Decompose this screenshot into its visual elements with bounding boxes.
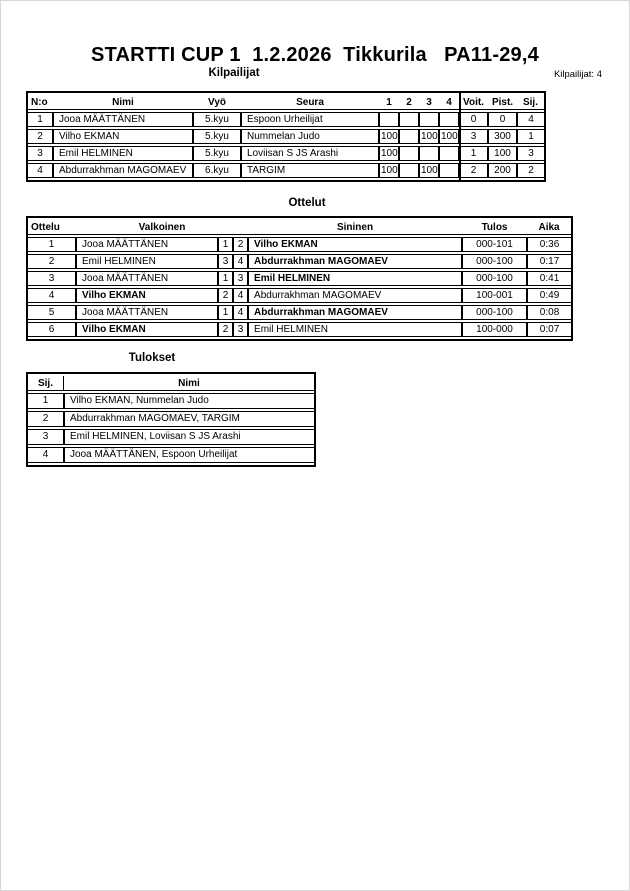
col-header-sij: Sij. (28, 376, 64, 391)
white-player-number-cell: 1 (218, 271, 233, 286)
white-player-cell: Jooa MÄÄTTÄNEN (76, 237, 218, 252)
standing-row (28, 393, 314, 409)
cell-nimi: Emil HELMINEN (53, 146, 193, 161)
tulokset-table (26, 372, 316, 467)
cell-score-3 (419, 112, 439, 127)
blue-player-number-cell: 3 (233, 271, 248, 286)
competitor-count-label: Kilpailijat: 4 (553, 69, 602, 80)
col-header-nimi: Nimi (53, 95, 193, 110)
match-row (28, 322, 571, 337)
cell-voit: 0 (459, 112, 488, 127)
cell-score-1: 100 (381, 165, 398, 176)
standing-row (28, 429, 314, 445)
blue-player-cell: Emil HELMINEN (248, 271, 462, 286)
page-title: STARTTI CUP 1 1.2.2026 Tikkurila PA11-29,4 (91, 44, 539, 66)
standing-row (28, 411, 314, 427)
blue-player-number-cell: 4 (233, 305, 248, 320)
col-header-aika: Aika (527, 220, 571, 235)
cell-match-number: 1 (28, 237, 76, 252)
cell-no: 4 (28, 163, 53, 178)
col-header-nimi: Nimi (64, 376, 314, 391)
cell-score-2 (399, 129, 419, 144)
cell-no: 3 (28, 146, 53, 161)
cell-score-4 (439, 112, 459, 127)
kilpailijat-header-row (28, 95, 544, 110)
cell-nimi: Vilho EKMAN, Nummelan Judo (64, 393, 314, 409)
col-header-no: N:o (28, 95, 53, 110)
cell-score-1: 100 (381, 148, 398, 159)
cell-sij: 4 (517, 112, 544, 127)
cell-score-4 (439, 146, 459, 161)
ottelut-header-row (28, 220, 571, 235)
white-player-number-cell: 3 (218, 254, 233, 269)
cell-sij: 1 (28, 393, 64, 409)
blue-player-cell: Vilho EKMAN (248, 237, 462, 252)
cell-pist: 200 (488, 163, 517, 178)
cell-nimi: Jooa MÄÄTTÄNEN (53, 112, 193, 127)
col-header-vyo: Vyö (193, 95, 241, 110)
match-row (28, 237, 571, 252)
cell-score-3 (419, 146, 439, 161)
cell-aika: 0:49 (527, 288, 571, 303)
competitor-row (28, 146, 544, 161)
cell-aika: 0:08 (527, 305, 571, 320)
cell-score-3: 100 (421, 131, 438, 142)
cell-tulos: 000-100 (462, 271, 527, 286)
col-header-3: 3 (419, 95, 439, 110)
blue-player-number-cell: 3 (233, 322, 248, 337)
cell-nimi: Jooa MÄÄTTÄNEN, Espoon Urheilijat (64, 447, 314, 463)
col-header-ottelu: Ottelu (28, 220, 76, 235)
cell-seura: Loviisan S JS Arashi (241, 146, 379, 161)
cell-tulos: 000-101 (462, 237, 527, 252)
cell-match-number: 4 (28, 288, 76, 303)
cell-pist: 300 (488, 129, 517, 144)
cell-score-2 (399, 163, 419, 178)
cell-score-2 (399, 146, 419, 161)
col-header-sij: Sij. (517, 95, 544, 110)
white-player-cell: Vilho EKMAN (76, 288, 218, 303)
cell-score-1: 100 (381, 131, 398, 142)
cell-no: 1 (28, 112, 53, 127)
competitor-row (28, 129, 544, 144)
col-header-seura: Seura (241, 95, 379, 110)
cell-pist: 100 (488, 146, 517, 161)
tulokset-header-row (28, 376, 314, 391)
cell-voit: 2 (459, 163, 488, 178)
results-block-separator-line (459, 93, 461, 180)
cell-match-number: 2 (28, 254, 76, 269)
cell-seura: Nummelan Judo (241, 129, 379, 144)
tulokset-table-grid (28, 374, 314, 465)
cell-aika: 0:07 (527, 322, 571, 337)
col-header-4: 4 (439, 95, 459, 110)
competitor-row (28, 112, 544, 127)
col-header-pist: Pist. (488, 95, 517, 110)
cell-sij: 2 (28, 411, 64, 427)
match-row (28, 288, 571, 303)
cell-score-4 (439, 163, 459, 178)
col-header-valkoinen: Valkoinen (76, 220, 248, 235)
blue-player-number-cell: 4 (233, 288, 248, 303)
cell-sij: 4 (28, 447, 64, 463)
competitor-row (28, 163, 544, 178)
col-header-1: 1 (379, 95, 399, 110)
white-player-cell: Emil HELMINEN (76, 254, 218, 269)
blue-player-cell: Abdurrakhman MAGOMAEV (248, 305, 462, 320)
cell-tulos: 100-000 (462, 322, 527, 337)
white-player-number-cell: 1 (218, 237, 233, 252)
cell-match-number: 6 (28, 322, 76, 337)
white-player-cell: Vilho EKMAN (76, 322, 218, 337)
cell-voit: 3 (459, 129, 488, 144)
cell-aika: 0:41 (527, 271, 571, 286)
col-header-tulos: Tulos (462, 220, 527, 235)
cell-sij: 3 (28, 429, 64, 445)
blue-player-cell: Abdurrakhman MAGOMAEV (248, 288, 462, 303)
cell-nimi: Emil HELMINEN, Loviisan S JS Arashi (64, 429, 314, 445)
match-row (28, 271, 571, 286)
blue-player-number-cell: 2 (233, 237, 248, 252)
cell-score-3: 100 (421, 165, 438, 176)
standing-row (28, 447, 314, 463)
kilpailijat-table (26, 91, 546, 182)
cell-seura: Espoon Urheilijat (241, 112, 379, 127)
tulokset-heading: Tulokset (128, 352, 176, 364)
white-player-number-cell: 2 (218, 288, 233, 303)
cell-score-4: 100 (441, 131, 458, 142)
cell-no: 2 (28, 129, 53, 144)
white-player-number-cell: 1 (218, 305, 233, 320)
kilpailijat-heading: Kilpailijat (208, 67, 260, 79)
col-header-2: 2 (399, 95, 419, 110)
match-row (28, 305, 571, 320)
blue-player-cell: Emil HELMINEN (248, 322, 462, 337)
match-row (28, 254, 571, 269)
cell-voit: 1 (459, 146, 488, 161)
white-player-number-cell: 2 (218, 322, 233, 337)
ottelut-table-grid (28, 218, 571, 339)
cell-vyo: 5.kyu (193, 129, 241, 144)
cell-score-1 (379, 112, 399, 127)
cell-vyo: 6.kyu (193, 163, 241, 178)
ottelut-heading: Ottelut (288, 197, 326, 209)
cell-score-2 (399, 112, 419, 127)
white-player-cell: Jooa MÄÄTTÄNEN (76, 305, 218, 320)
cell-seura: TARGIM (241, 163, 379, 178)
cell-sij: 1 (517, 129, 544, 144)
cell-match-number: 5 (28, 305, 76, 320)
ottelut-table (26, 216, 573, 341)
cell-pist: 0 (488, 112, 517, 127)
blue-player-cell: Abdurrakhman MAGOMAEV (248, 254, 462, 269)
cell-tulos: 000-100 (462, 305, 527, 320)
cell-vyo: 5.kyu (193, 112, 241, 127)
cell-aika: 0:17 (527, 254, 571, 269)
white-player-cell: Jooa MÄÄTTÄNEN (76, 271, 218, 286)
col-header-sininen: Sininen (248, 220, 462, 235)
kilpailijat-table-grid (28, 93, 544, 180)
blue-player-number-cell: 4 (233, 254, 248, 269)
col-header-voit: Voit. (459, 95, 488, 110)
cell-tulos: 000-100 (462, 254, 527, 269)
cell-aika: 0:36 (527, 237, 571, 252)
cell-nimi: Vilho EKMAN (53, 129, 193, 144)
cell-nimi: Abdurrakhman MAGOMAEV (53, 163, 193, 178)
cell-nimi: Abdurrakhman MAGOMAEV, TARGIM (64, 411, 314, 427)
cell-match-number: 3 (28, 271, 76, 286)
cell-tulos: 100-001 (462, 288, 527, 303)
cell-vyo: 5.kyu (193, 146, 241, 161)
cell-sij: 2 (517, 163, 544, 178)
cell-sij: 3 (517, 146, 544, 161)
